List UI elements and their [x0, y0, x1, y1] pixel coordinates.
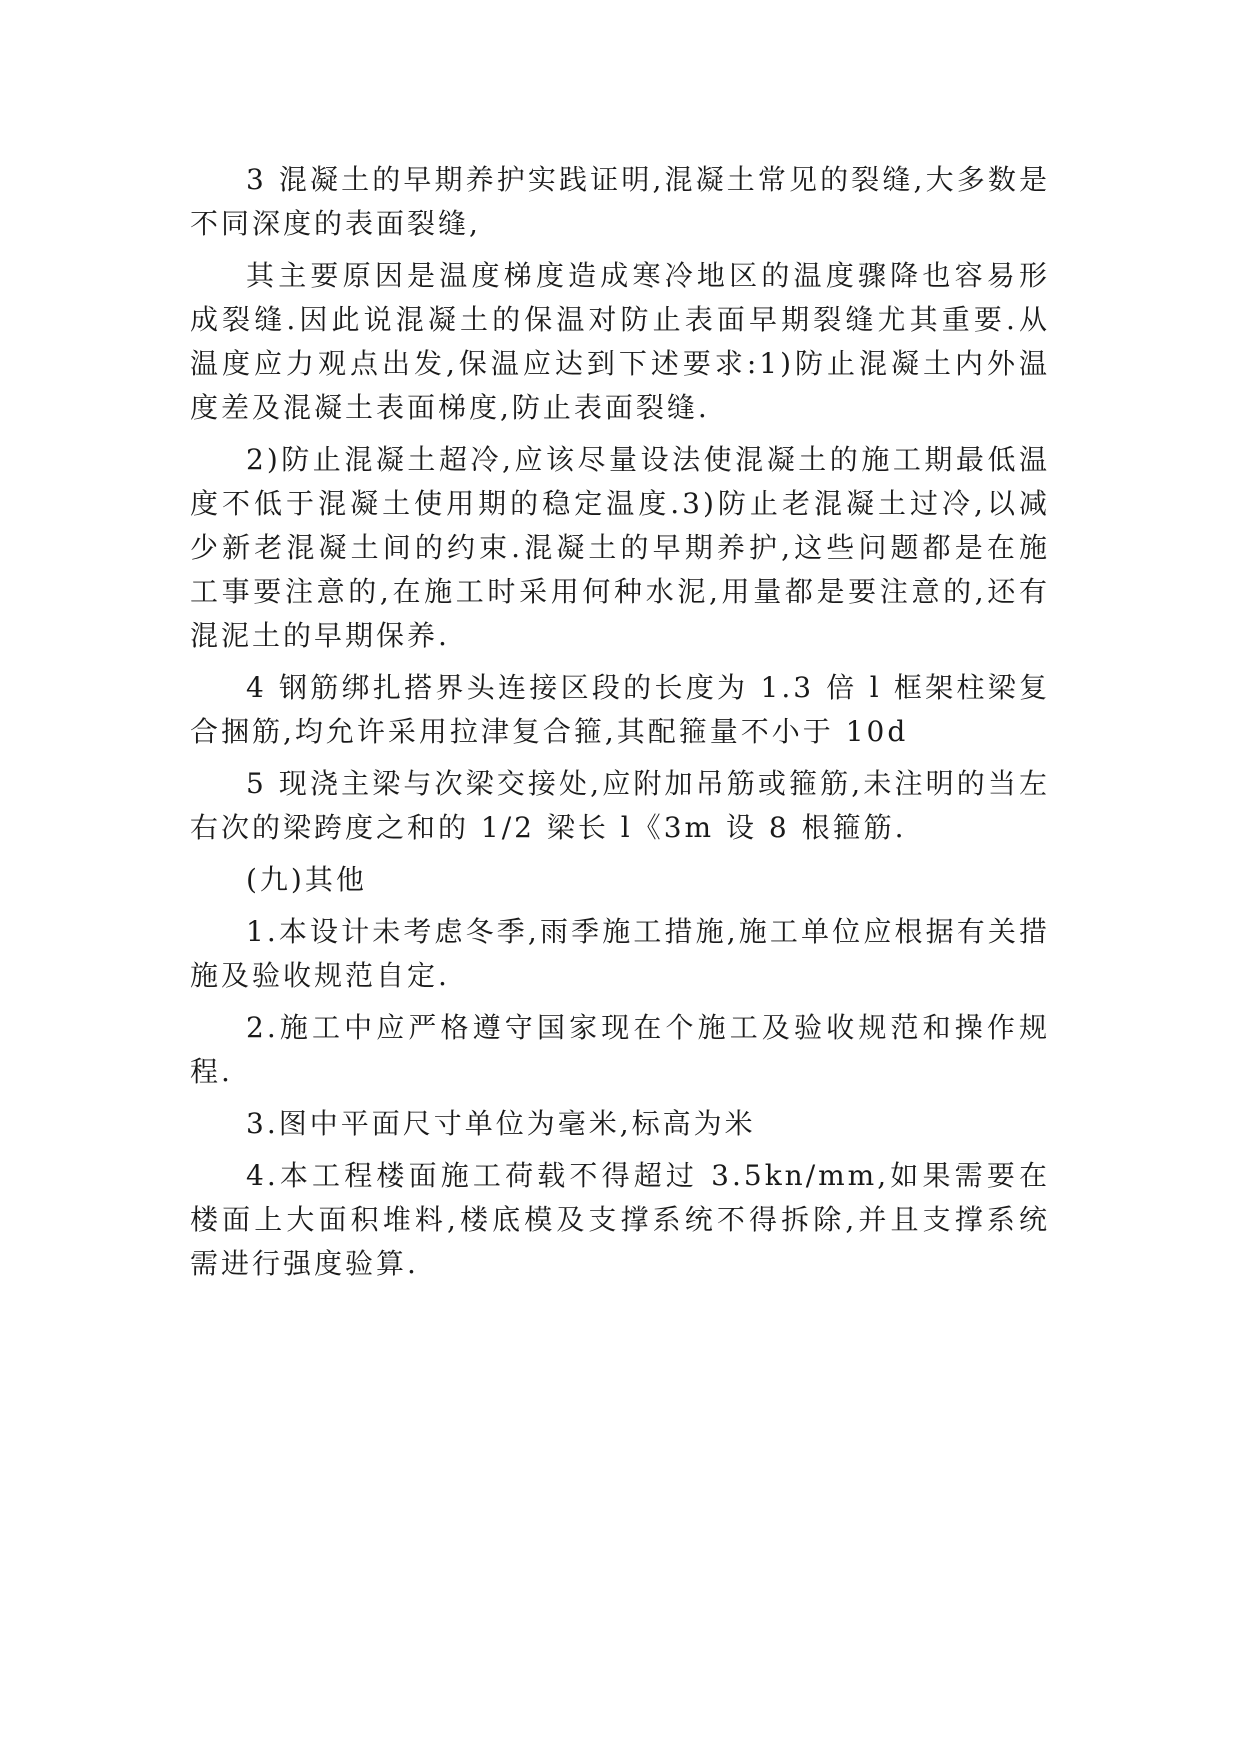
paragraph-rebar-lap: 4 钢筋绑扎搭界头连接区段的长度为 1.3 倍 l 框架柱梁复合捆筋,均允许采用拉津复合箍,其配箍量不小于 10d — [190, 671, 1050, 748]
paragraph-beam-junction: 5 现浇主梁与次梁交接处,应附加吊筋或箍筋,未注明的当左右次的梁跨度之和的 1/2 梁长 l《3m 设 8 根箍筋. — [190, 767, 1050, 844]
paragraph-item-2: 2.施工中应严格遵守国家现在个施工及验收规范和操作规程. — [190, 1011, 1050, 1088]
paragraph-concrete-curing: 3 混凝土的早期养护实践证明,混凝土常见的裂缝,大多数是不同深度的表面裂缝, — [190, 163, 1050, 240]
paragraph-temperature-gradient: 其主要原因是温度梯度造成寒冷地区的温度骤降也容易形成裂缝.因此说混凝土的保温对防止表面早期裂缝尤其重要.从温度应力观点出发,保温应达到下述要求:1)防止混凝土内外温度差及混凝土表面梯度,防止表面裂缝. — [190, 259, 1050, 424]
paragraph-item-1: 1.本设计未考虑冬季,雨季施工措施,施工单位应根据有关措施及验收规范自定. — [190, 915, 1050, 992]
section-heading-other: (九)其他 — [246, 863, 367, 896]
paragraph-prevent-overcooling: 2)防止混凝土超冷,应该尽量设法使混凝土的施工期最低温度不低于混凝土使用期的稳定温度.3)防止老混凝土过冷,以减少新老混凝土间的约束.混凝土的早期养护,这些问题都是在施工事要注意的,在施工时采用何种水泥,用量都是要注意的,还有混泥土的早期保养. — [190, 443, 1050, 652]
document-body — [190, 158, 1050, 1294]
paragraph-item-4: 4.本工程楼面施工荷载不得超过 3.5kn/mm,如果需要在楼面上大面积堆料,楼底模及支撑系统不得拆除,并且支撑系统需进行强度验算. — [190, 1159, 1050, 1280]
paragraph-item-3: 3.图中平面尺寸单位为毫米,标高为米 — [246, 1107, 756, 1140]
